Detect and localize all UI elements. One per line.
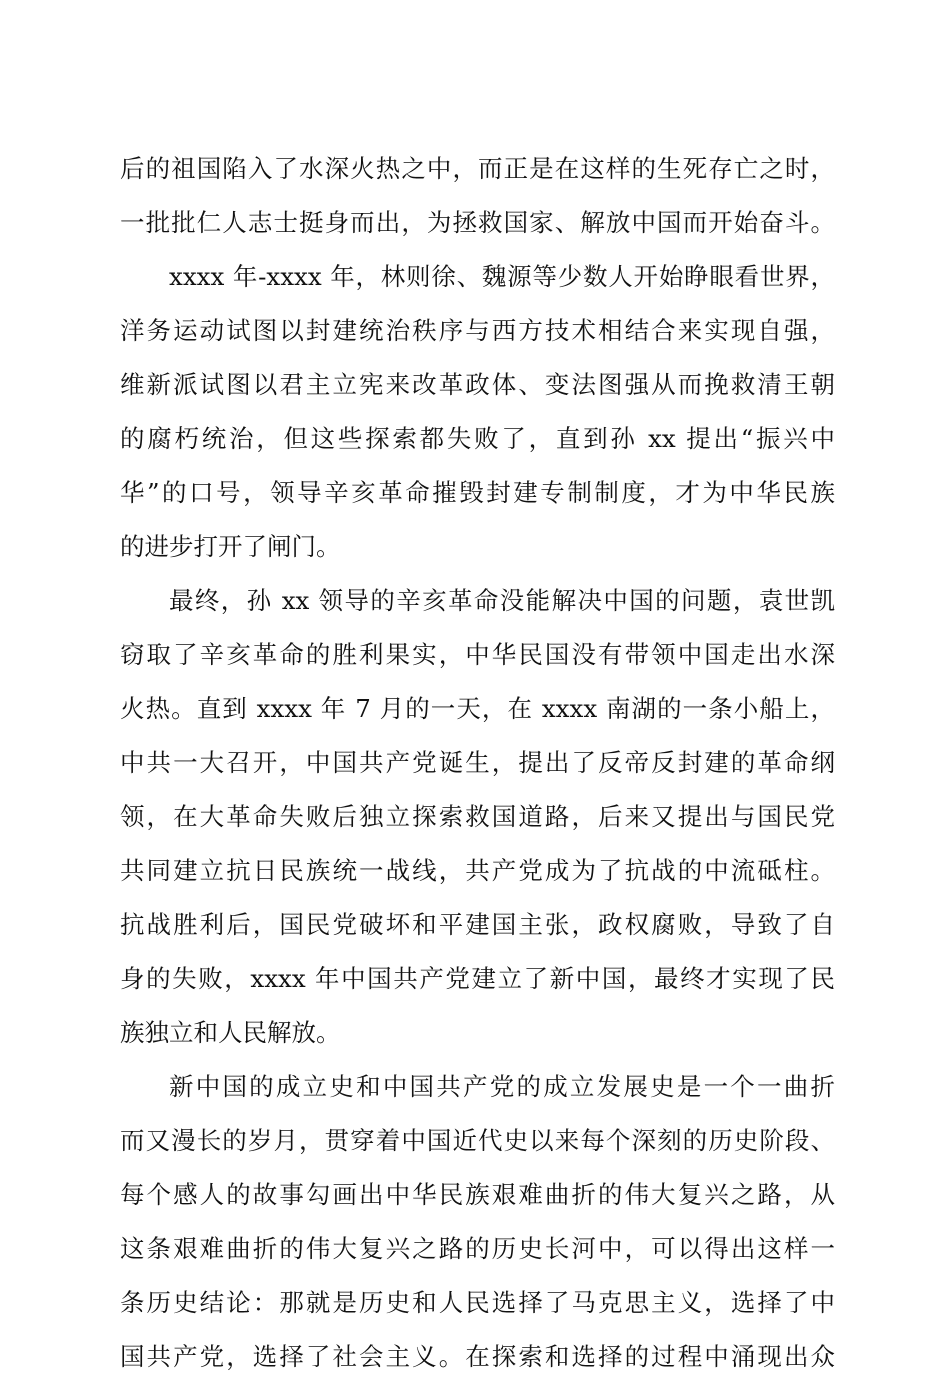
text-line: 身的失败，xxxx 年中国共产党建立了新中国，最终才实现了民	[120, 964, 835, 993]
text-line: 华”的口号，领导辛亥革命摧毁封建专制制度，才为中华民族	[120, 478, 835, 507]
paragraph-end-line: 族独立和人民解放。	[120, 1018, 341, 1047]
text-line: 一批批仁人志士挺身而出，为拯救国家、解放中国而开始奋斗。	[120, 208, 835, 237]
text-line: 的腐朽统治，但这些探索都失败了，直到孙 xx 提出“振兴中	[120, 424, 835, 453]
text-line: 条历史结论：那就是历史和人民选择了马克思主义，选择了中	[120, 1288, 835, 1317]
paragraph-start-line: 新中国的成立史和中国共产党的成立发展史是一个一曲折	[169, 1072, 835, 1101]
text-line: 中共一大召开，中国共产党诞生，提出了反帝反封建的革命纲	[120, 748, 835, 777]
text-line: 后的祖国陷入了水深火热之中，而正是在这样的生死存亡之时，	[120, 154, 835, 183]
text-line: 这条艰难曲折的伟大复兴之路的历史长河中，可以得出这样一	[120, 1234, 835, 1263]
text-line: 而又漫长的岁月，贯穿着中国近代史以来每个深刻的历史阶段、	[120, 1126, 835, 1155]
paragraph-end-line: 的进步打开了闸门。	[120, 532, 341, 561]
text-line: 共同建立抗日民族统一战线，共产党成为了抗战的中流砥柱。	[120, 856, 835, 885]
text-line: 每个感人的故事勾画出中华民族艰难曲折的伟大复兴之路，从	[120, 1180, 835, 1209]
text-line: 抗战胜利后，国民党破坏和平建国主张，政权腐败，导致了自	[120, 910, 835, 939]
paragraph-start-line: xxxx 年-xxxx 年，林则徐、魏源等少数人开始睁眼看世界，	[169, 262, 835, 291]
paragraph-start-line: 最终，孙 xx 领导的辛亥革命没能解决中国的问题，袁世凯	[169, 586, 835, 615]
body-text	[120, 142, 835, 1384]
text-line: 维新派试图以君主立宪来改革政体、变法图强从而挽救清王朝	[120, 370, 835, 399]
text-line: 领，在大革命失败后独立探索救国道路，后来又提出与国民党	[120, 802, 835, 831]
text-line: 火热。直到 xxxx 年 7 月的一天，在 xxxx 南湖的一条小船上，	[120, 694, 835, 723]
text-line: 国共产党，选择了社会主义。在探索和选择的过程中涌现出众	[120, 1342, 835, 1371]
text-line: 洋务运动试图以封建统治秩序与西方技术相结合来实现自强，	[120, 316, 835, 345]
text-line: 窃取了辛亥革命的胜利果实，中华民国没有带领中国走出水深	[120, 640, 835, 669]
